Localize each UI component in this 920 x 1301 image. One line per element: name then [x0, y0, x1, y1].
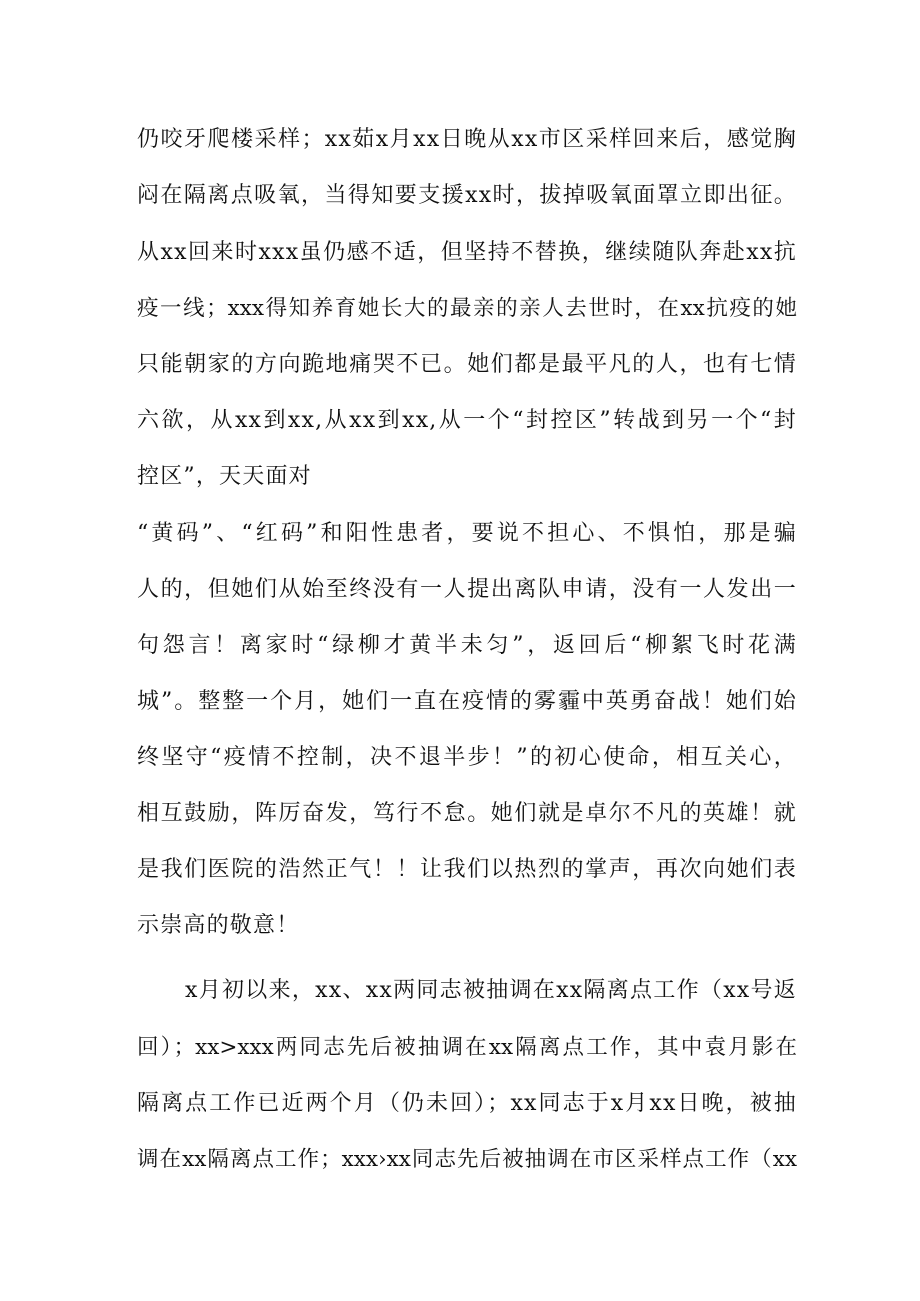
paragraph-2-line-7: 是我们医院的浩然正气！！让我们以热烈的掌声，再次向她们表 [137, 857, 797, 882]
paragraph-2-line-1: “黄码”、“红码”和阳性患者，要说不担心、不惧怕，那是骗 [137, 521, 797, 546]
paragraph-2-line-8: 示崇高的敬意！ [137, 913, 300, 938]
paragraph-1-line-7: 控区”，天天面对 [137, 464, 312, 489]
paragraph-1-line-4: 疫一线；xxx得知养育她长大的最亲的亲人去世时，在xx抗疫的她 [137, 296, 797, 321]
paragraph-2-line-2: 人的，但她们从始至终没有一人提出离队申请，没有一人发出一 [137, 577, 797, 602]
paragraph-3-line-4: 调在xx隔离点工作；xxx›xx同志先后被抽调在市区采样点工作（xx [137, 1147, 797, 1172]
paragraph-1-line-6: 六欲，从xx到xx,从xx到xx,从一个“封控区”转战到另一个“封 [137, 408, 797, 433]
paragraph-2-line-6: 相互鼓励，阵厉奋发，笃行不怠。她们就是卓尔不凡的英雄！就 [137, 801, 797, 826]
paragraph-3-line-1: x月初以来，xx、xx两同志被抽调在xx隔离点工作（xx号返 [185, 978, 797, 1003]
paragraph-2-line-3: 句怨言！离家时“绿柳才黄半未匀”，返回后“柳絮飞时花满 [137, 633, 797, 658]
paragraph-3-line-2: 回）；xx>xxx两同志先后被抽调在xx隔离点工作，其中袁月影在 [137, 1035, 797, 1060]
paragraph-2-line-5: 终坚守“疫情不控制，决不退半步！”的初心使命，相互关心， [137, 745, 797, 770]
paragraph-1-line-1: 仍咬牙爬楼采样；xx茹x月xx日晚从xx市区采样回来后，感觉胸 [137, 127, 797, 152]
paragraph-1-line-5: 只能朝家的方向跪地痛哭不已。她们都是最平凡的人，也有七情 [137, 352, 797, 377]
paragraph-1-line-2: 闷在隔离点吸氧，当得知要支援xx时，拔掉吸氧面罩立即出征。 [137, 183, 797, 208]
paragraph-1-line-3: 从xx回来时xxx虽仍感不适，但坚持不替换，继续随队奔赴xx抗 [137, 240, 797, 265]
paragraph-2-line-4: 城”。整整一个月，她们一直在疫情的雾霾中英勇奋战！她们始 [137, 689, 797, 714]
paragraph-3-line-3: 隔离点工作已近两个月（仍未回）；xx同志于x月xx日晚，被抽 [137, 1091, 797, 1116]
